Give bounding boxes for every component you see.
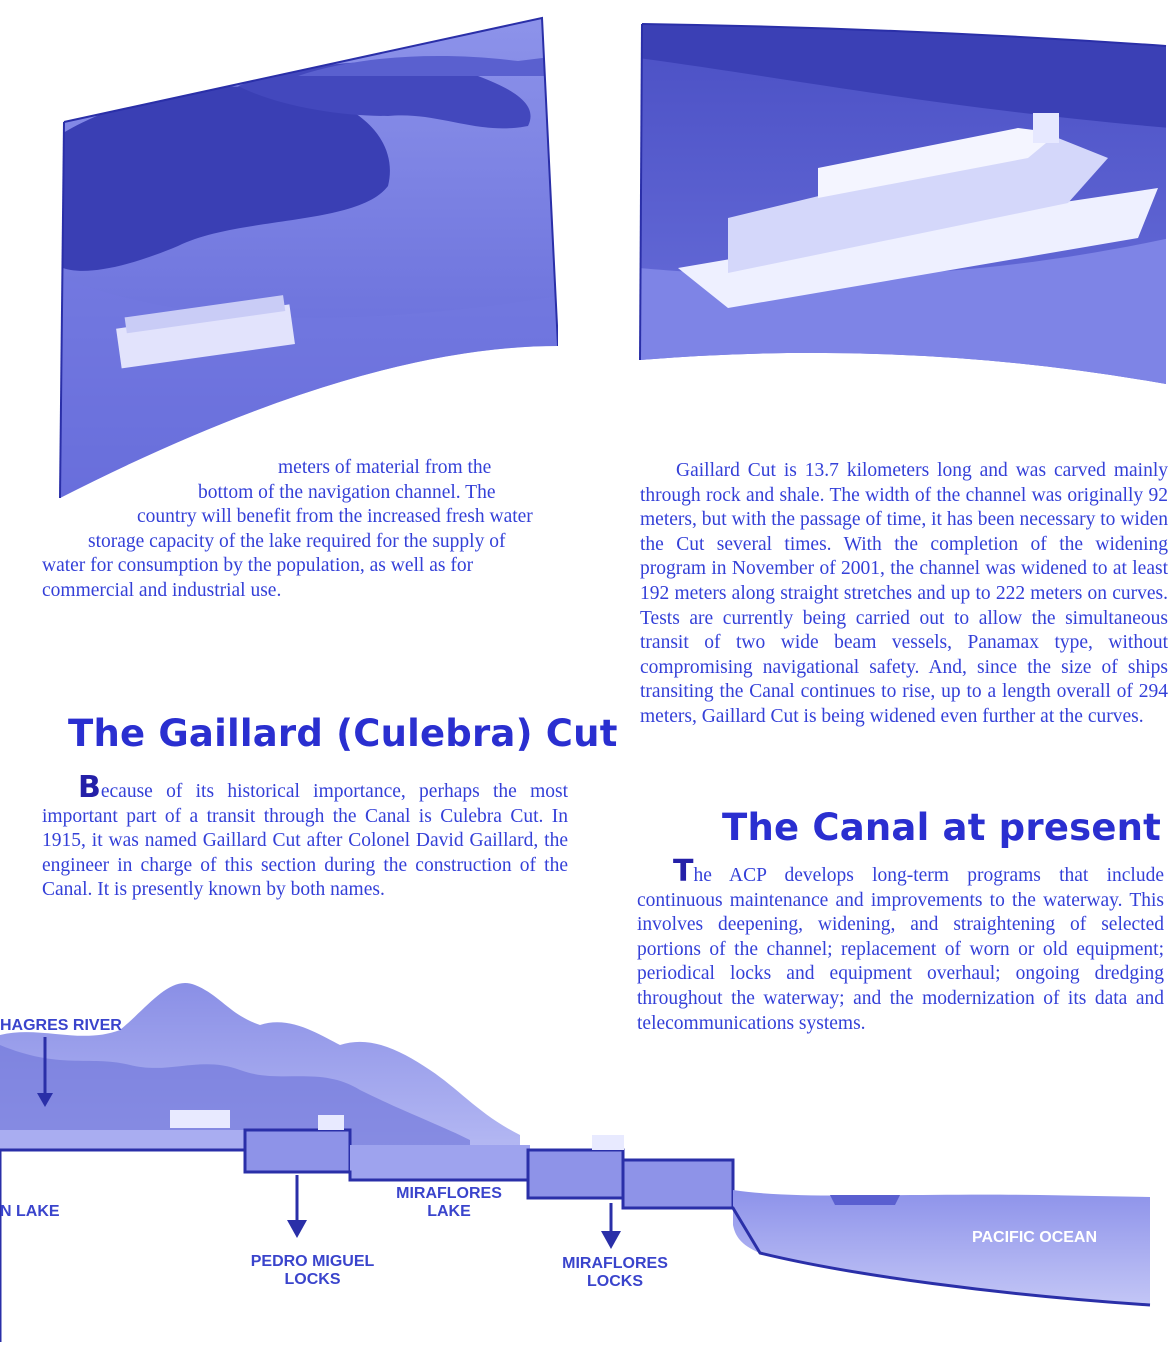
building-icon bbox=[318, 1115, 344, 1130]
label-lake: N LAKE bbox=[0, 1203, 60, 1220]
gaillard-cut-details bbox=[640, 459, 1168, 730]
label-miraflores-locks bbox=[556, 1255, 674, 1291]
label-miraflores-locks-line2: LOCKS bbox=[587, 1273, 643, 1290]
ship-silhouette-icon bbox=[830, 1195, 900, 1205]
miraflores-lock-chamber-1 bbox=[528, 1150, 623, 1198]
canal-at-present-heading: The Canal at present bbox=[722, 806, 1162, 849]
label-chagres-river: HAGRES RIVER bbox=[0, 1017, 122, 1034]
label-miraflores-lake bbox=[390, 1185, 508, 1221]
ship-icon bbox=[170, 1110, 230, 1128]
gaillard-cut-details-text: Gaillard Cut is 13.7 kilometers long and was carved mainly through rock and shale. The width of the channel was originally 92 meters, but with the passage of time, it has been necessary to widen the Cut several times. With the completion of the widening program in November of 2001, the channel was widened to at least 192 meters along straight stretches and up to 222 meters on curves. Tests are currently being carried out to allow the simultaneous transit of two wide beam vessels, Panamax type, without compromising navigational safety. And, since the size of ships transiting the Canal continues to rise, up to a length overall of 294 meters, Gaillard Cut is being widened even further at the curves. bbox=[640, 460, 1168, 727]
continuation-line-4: storage capacity of the lake required for the supply of bbox=[88, 530, 506, 552]
continuation-line-5: water for consumption by the population, as well as for bbox=[42, 555, 474, 577]
label-pedro-miguel-line2: LOCKS bbox=[284, 1271, 341, 1288]
label-pedro-miguel-locks bbox=[245, 1253, 380, 1289]
label-pedro-miguel-line1: PEDRO MIGUEL bbox=[250, 1253, 375, 1270]
pacific-ocean-shape bbox=[733, 1190, 1150, 1305]
gaillard-cut-heading: The Gaillard (Culebra) Cut bbox=[68, 712, 618, 755]
pedro-miguel-lock-chamber bbox=[245, 1130, 350, 1172]
pedro-miguel-arrow-icon bbox=[287, 1220, 307, 1238]
dropcap-b: B bbox=[78, 770, 101, 805]
cruise-ship-photo bbox=[638, 18, 1170, 388]
continuation-line-3: country will benefit from the increased fresh water bbox=[137, 506, 533, 528]
continuation-line-2: bottom of the navigation channel. The bbox=[198, 481, 496, 503]
gaillard-cut-intro-text: ecause of its historical importance, perhaps the most important part of a transit through the Canal is Culebra Cut. In 1915, it was named Gaillard Cut after Colonel David Gaillard, the engineer in charge of this section during the construction of the Canal. It is presently known by both names. bbox=[42, 781, 568, 901]
canal-profile-diagram bbox=[0, 975, 1173, 1342]
continuation-line-1: meters of material from the bbox=[278, 457, 492, 478]
control-house-icon bbox=[592, 1135, 624, 1150]
dropcap-t: T bbox=[673, 854, 694, 889]
label-miraflores-lake-line1: MIRAFLORES bbox=[396, 1185, 502, 1202]
label-miraflores-lake-line2: LAKE bbox=[427, 1203, 471, 1220]
miraflores-lock-chamber-2 bbox=[623, 1160, 733, 1208]
continuation-line-6: commercial and industrial use. bbox=[42, 579, 282, 601]
cargo-ship-photo bbox=[58, 16, 558, 501]
gaillard-cut-intro bbox=[42, 770, 568, 903]
label-pacific-ocean: PACIFIC OCEAN bbox=[972, 1229, 1098, 1246]
canal-at-present-text: he ACP develops long-term programs that include continuous maintenance and improvements to the waterway. This involves deepening, widening, and straightening of selected portions of the channel; replacement of worn or old equipment; periodical locks and equipment overhaul; ongoing dredging throughout the waterway; and the modernization of its data and telecommunications systems. bbox=[637, 865, 1164, 1034]
left-continuation-text bbox=[42, 456, 568, 604]
label-miraflores-locks-line1: MIRAFLORES bbox=[562, 1255, 668, 1272]
miraflores-arrow-icon bbox=[601, 1231, 621, 1249]
